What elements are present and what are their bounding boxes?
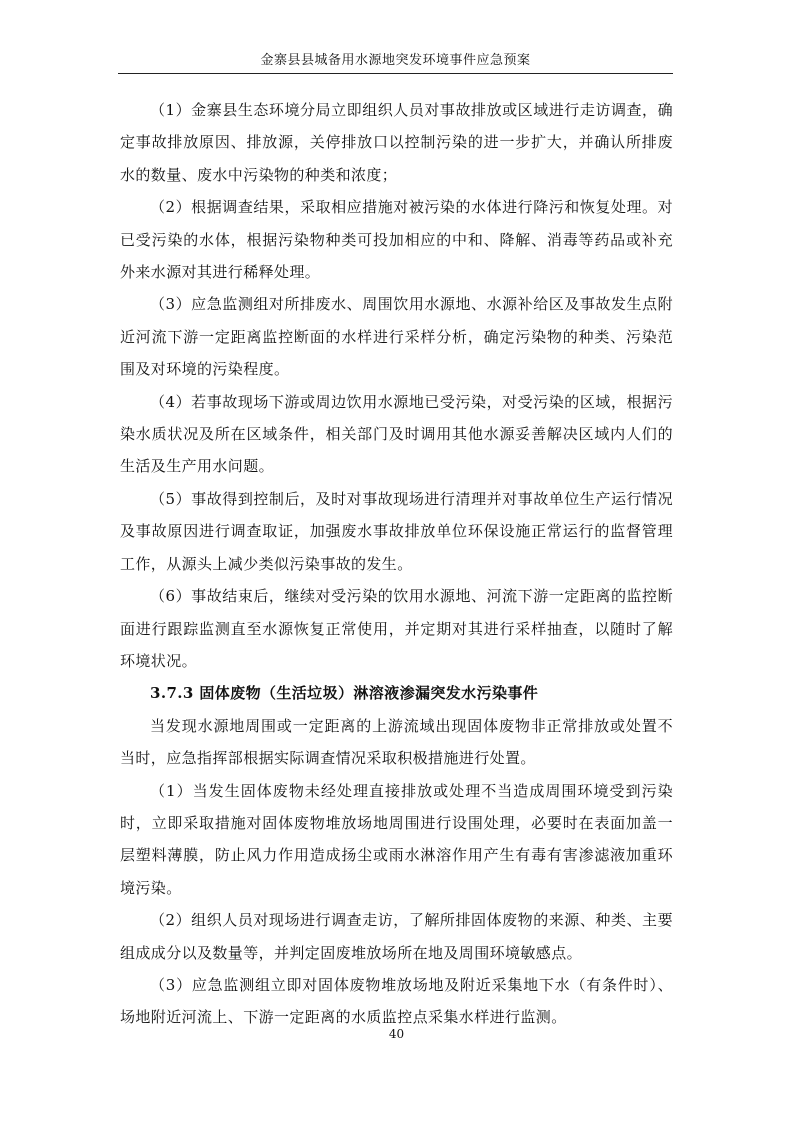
paragraph-item-6: （6）事故结束后，继续对受污染的饮用水源地、河流下游一定距离的监控断面进行跟踪监测直至水源恢复正常使用，并定期对其进行采样抽查，以随时了解环境状况。	[120, 587, 673, 670]
paragraph-item-5: （5）事故得到控制后，及时对事故现场进行清理并对事故单位生产运行情况及事故原因进行调查取证，加强废水事故排放单位环保设施正常运行的监督管理工作，从源头上减少类似污染事故的发生。	[120, 489, 673, 573]
page-number: 40	[388, 1027, 405, 1041]
paragraph-item-7: （1）当发生固体废物未经处理直接排放或处理不当造成周围环境受到污染时，立即采取措施对固体废物堆放场地周围进行设围处理，必要时在表面加盖一层塑料薄膜，防止风力作用造成扬尘或雨水淋溶作用产生有毒有害渗滤液加重环境污染。	[120, 781, 673, 897]
paragraph-item-9: （3）应急监测组立即对固体废物堆放场地及附近采集地下水（有条件时）、场地附近河流上、下游一定距离的水质监控点采集水样进行监测。	[120, 975, 673, 1027]
document-body	[120, 94, 673, 1034]
page-header-title: 金寨县县城备用水源地突发环境事件应急预案	[260, 53, 531, 68]
paragraph-item-4: （4）若事故现场下游或周边饮用水源地已受污染，对受污染的区域，根据污染水质状况及所在区域条件，相关部门及时调用其他水源妥善解决区域内人们的生活及生产用水问题。	[120, 392, 673, 476]
paragraph-item-3: （3）应急监测组对所排废水、周围饮用水源地、水源补给区及事故发生点附近河流下游一定距离监控断面的水样进行采样分析，确定污染物的种类、污染范围及对环境的污染程度。	[120, 295, 673, 379]
paragraph-item-8: （2）组织人员对现场进行调查走访，了解所排固体废物的来源、种类、主要组成成分以及数量等，并判定固废堆放场所在地及周围环境敏感点。	[120, 911, 673, 962]
section-intro-paragraph: 当发现水源地周围或一定距离的上游流域出现固体废物非正常排放或处置不当时，应急指挥部根据实际调查情况采取积极措施进行处置。	[120, 716, 673, 768]
section-heading-3-7-3: 3.7.3 固体废物（生活垃圾）淋溶液渗漏突发水污染事件	[150, 684, 539, 703]
paragraph-item-2: （2）根据调查结果，采取相应措施对被污染的水体进行降污和恢复处理。对已受污染的水体，根据污染物种类可投加相应的中和、降解、消毒等药品或补充外来水源对其进行稀释处理。	[120, 198, 673, 282]
header-divider	[118, 73, 673, 74]
paragraph-item-1: （1）金寨县生态环境分局立即组织人员对事故排放或区域进行走访调查，确定事故排放原因、排放源，关停排放口以控制污染的进一步扩大，并确认所排废水的数量、废水中污染物的种类和浓度；	[120, 101, 673, 184]
